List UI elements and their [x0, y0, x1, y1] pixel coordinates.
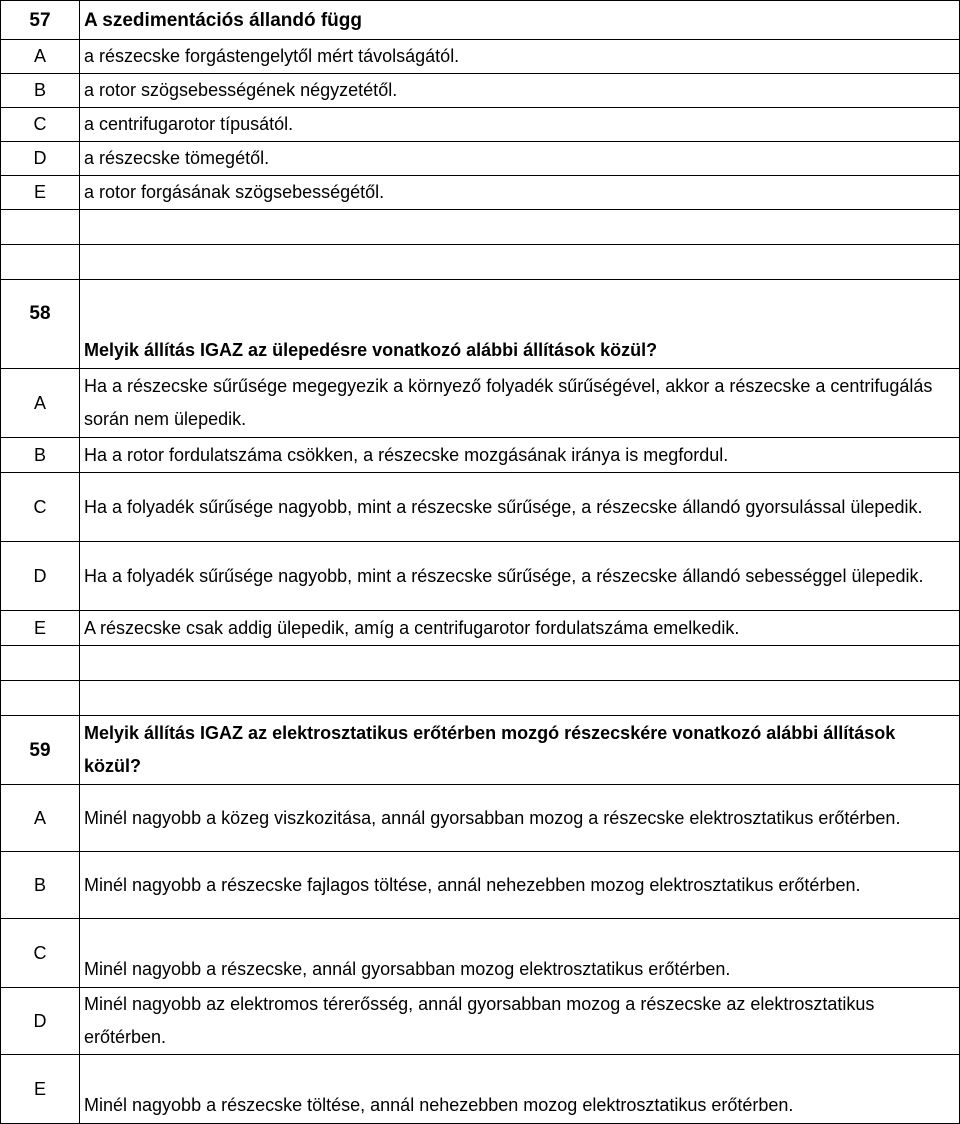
option-row	[1, 785, 960, 852]
option-key: B	[1, 438, 80, 473]
question-row-57	[1, 1, 960, 40]
question-number: 59	[1, 716, 80, 785]
option-key: A	[1, 40, 80, 74]
question-row-58	[1, 280, 960, 369]
question-number: 58	[1, 280, 80, 369]
option-text: A részecske csak addig ülepedik, amíg a centrifugarotor fordulatszáma emelkedik.	[80, 611, 960, 646]
option-row	[1, 142, 960, 176]
option-row	[1, 1055, 960, 1124]
option-key: B	[1, 74, 80, 108]
option-row	[1, 108, 960, 142]
option-text: a rotor forgásának szögsebességétől.	[80, 176, 960, 210]
option-row	[1, 542, 960, 611]
option-text: a részecske forgástengelytől mért távolságától.	[80, 40, 960, 74]
option-key: C	[1, 108, 80, 142]
option-text: Ha a részecske sűrűsége megegyezik a környező folyadék sűrűségével, akkor a részecske a centrifugálás során nem ülepedik.	[80, 369, 960, 438]
option-key: E	[1, 1055, 80, 1124]
option-text: Minél nagyobb az elektromos térerősség, annál gyorsabban mozog a részecske az elektrosztatikus erőtérben.	[80, 988, 960, 1055]
spacer-row	[1, 245, 960, 280]
question-text: A szedimentációs állandó függ	[80, 1, 960, 40]
option-row	[1, 473, 960, 542]
option-text: Minél nagyobb a közeg viszkozitása, annál gyorsabban mozog a részecske elektrosztatikus erőtérben.	[80, 785, 960, 852]
option-row	[1, 852, 960, 919]
option-text: a centrifugarotor típusától.	[80, 108, 960, 142]
question-text: Melyik állítás IGAZ az elektrosztatikus erőtérben mozgó részecskére vonatkozó alábbi állítások közül?	[80, 716, 960, 785]
option-key: C	[1, 919, 80, 988]
option-row	[1, 40, 960, 74]
option-row	[1, 988, 960, 1055]
option-key: C	[1, 473, 80, 542]
question-row-59	[1, 716, 960, 785]
spacer-row	[1, 681, 960, 716]
option-row	[1, 74, 960, 108]
option-row	[1, 369, 960, 438]
option-key: A	[1, 369, 80, 438]
option-key: D	[1, 988, 80, 1055]
option-key: E	[1, 176, 80, 210]
option-text: Ha a folyadék sűrűsége nagyobb, mint a részecske sűrűsége, a részecske állandó gyorsulással ülepedik.	[80, 473, 960, 542]
question-number: 57	[1, 1, 80, 40]
option-row	[1, 919, 960, 988]
option-row	[1, 438, 960, 473]
option-text: Minél nagyobb a részecske fajlagos töltése, annál nehezebben mozog elektrosztatikus erőtérben.	[80, 852, 960, 919]
spacer-row	[1, 210, 960, 245]
option-text: Minél nagyobb a részecske, annál gyorsabban mozog elektrosztatikus erőtérben.	[80, 919, 960, 988]
option-text: Ha a rotor fordulatszáma csökken, a részecske mozgásának iránya is megfordul.	[80, 438, 960, 473]
option-row	[1, 176, 960, 210]
option-text: a részecske tömegétől.	[80, 142, 960, 176]
option-key: B	[1, 852, 80, 919]
option-text: Minél nagyobb a részecske töltése, annál nehezebben mozog elektrosztatikus erőtérben.	[80, 1055, 960, 1124]
spacer-row	[1, 646, 960, 681]
option-text: a rotor szögsebességének négyzetétől.	[80, 74, 960, 108]
option-key: E	[1, 611, 80, 646]
question-text: Melyik állítás IGAZ az ülepedésre vonatkozó alábbi állítások közül?	[80, 280, 960, 369]
option-row	[1, 611, 960, 646]
option-key: D	[1, 542, 80, 611]
option-key: A	[1, 785, 80, 852]
option-key: D	[1, 142, 80, 176]
option-text: Ha a folyadék sűrűsége nagyobb, mint a részecske sűrűsége, a részecske állandó sebességgel ülepedik.	[80, 542, 960, 611]
